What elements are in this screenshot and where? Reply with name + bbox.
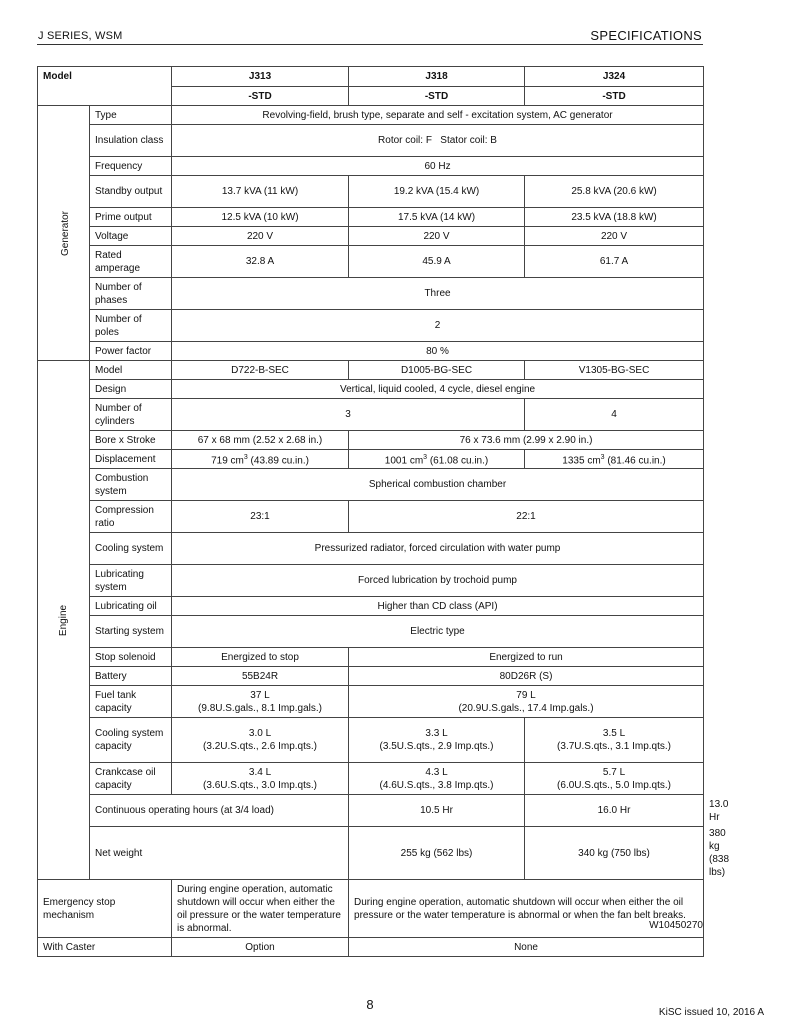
spec-value: Three: [172, 278, 704, 310]
table-row: [38, 106, 704, 125]
spec-label: Emergency stop mechanism: [38, 880, 172, 938]
spec-value: 55B24R: [172, 667, 349, 686]
spec-value: 12.5 kVA (10 kW): [172, 208, 349, 227]
table-row: [38, 361, 704, 380]
model-suffix: -STD: [349, 87, 525, 106]
table-row: [38, 125, 704, 157]
spec-label: Cooling system capacity: [90, 718, 172, 763]
table-row: [38, 278, 704, 310]
table-row: [38, 667, 704, 686]
spec-value: 1001 $cm^3$ (61.08 cu.in.): [349, 450, 525, 469]
document-code: W10450270: [649, 920, 703, 931]
spec-label: Compression ratio: [90, 501, 172, 533]
spec-value: Option: [172, 938, 349, 957]
spec-value: 255 kg (562 lbs): [349, 827, 525, 880]
spec-value: Pressurized radiator, forced circulation with water pump: [172, 533, 704, 565]
table-row: [38, 208, 704, 227]
spec-label: Continuous operating hours (at 3/4 load): [90, 795, 349, 827]
model-name-j318: J318: [349, 67, 525, 87]
table-row: [38, 399, 704, 431]
table-row: [38, 597, 704, 616]
spec-value: Rotor coil: F Stator coil: B: [172, 125, 704, 157]
table-row: [38, 763, 704, 795]
table-row: [38, 533, 704, 565]
spec-label: Number of cylinders: [90, 399, 172, 431]
spec-value: Electric type: [172, 616, 704, 648]
model-header-label: Model: [38, 67, 172, 106]
engine-group-label: Engine: [38, 361, 90, 880]
spec-value: 67 x 68 mm (2.52 x 2.68 in.): [172, 431, 349, 450]
generator-group-label: Generator: [38, 106, 90, 361]
spec-label: Combustion system: [90, 469, 172, 501]
spec-label: Bore x Stroke: [90, 431, 172, 450]
table-row: [38, 431, 704, 450]
spec-value: 23.5 kVA (18.8 kW): [525, 208, 704, 227]
spec-label: Power factor: [90, 342, 172, 361]
spec-value: 2: [172, 310, 704, 342]
table-row: Net weight 255 kg (562 lbs) 340 kg (750 lbs) 380 kg (838 lbs): [38, 827, 704, 880]
table-row: [38, 227, 704, 246]
spec-value: Vertical, liquid cooled, 4 cycle, diesel engine: [172, 380, 704, 399]
table-row: [38, 310, 704, 342]
spec-label: Net weight: [90, 827, 349, 880]
table-row: [38, 938, 704, 957]
table-row: [38, 686, 704, 718]
spec-label: Lubricating system: [90, 565, 172, 597]
spec-value: 3.3 L (3.5U.S.qts., 2.9 Imp.qts.): [349, 718, 525, 763]
specifications-table: [37, 66, 730, 957]
spec-value: D722-B-SEC: [172, 361, 349, 380]
spec-value: None: [349, 938, 704, 957]
model-suffix: -STD: [172, 87, 349, 106]
table-row: [38, 648, 704, 667]
table-row: [38, 176, 704, 208]
spec-label: Starting system: [90, 616, 172, 648]
table-row: [38, 380, 704, 399]
spec-value: 3: [172, 399, 525, 431]
spec-label: Standby output: [90, 176, 172, 208]
table-row: [38, 342, 704, 361]
spec-label: Design: [90, 380, 172, 399]
spec-label: Voltage: [90, 227, 172, 246]
spec-value: Energized to stop: [172, 648, 349, 667]
spec-value: 32.8 A: [172, 246, 349, 278]
spec-value: 4.3 L (4.6U.S.qts., 3.8 Imp.qts.): [349, 763, 525, 795]
spec-value: 79 L (20.9U.S.gals., 17.4 Imp.gals.): [349, 686, 704, 718]
spec-label: Model: [90, 361, 172, 380]
spec-value: V1305-BG-SEC: [525, 361, 704, 380]
spec-value: 5.7 L (6.0U.S.qts., 5.0 Imp.qts.): [525, 763, 704, 795]
spec-value: 3.5 L (3.7U.S.qts., 3.1 Imp.qts.): [525, 718, 704, 763]
spec-value: 220 V: [172, 227, 349, 246]
spec-value: 220 V: [525, 227, 704, 246]
spec-label: Battery: [90, 667, 172, 686]
table-row: [38, 157, 704, 176]
table-row: [38, 501, 704, 533]
table-row: [38, 67, 704, 87]
spec-value: 37 L (9.8U.S.gals., 8.1 Imp.gals.): [172, 686, 349, 718]
spec-value: Revolving-field, brush type, separate and self - excitation system, AC generator: [172, 106, 704, 125]
spec-value: Forced lubrication by trochoid pump: [172, 565, 704, 597]
issue-note: KiSC issued 10, 2016 A: [658, 1007, 764, 1018]
spec-label: Insulation class: [90, 125, 172, 157]
table-row: [38, 469, 704, 501]
table-row: Continuous operating hours (at 3/4 load) 10.5 Hr 16.0 Hr 13.0 Hr: [38, 795, 704, 827]
spec-value: 22:1: [349, 501, 704, 533]
spec-value: 3.4 L (3.6U.S.qts., 3.0 Imp.qts.): [172, 763, 349, 795]
header-series: J SERIES, WSM: [38, 30, 123, 42]
spec-label: Rated amperage: [90, 246, 172, 278]
spec-value: 1335 $cm^3$ (81.46 cu.in.): [525, 450, 704, 469]
table-row: [38, 616, 704, 648]
spec-label: With Caster: [38, 938, 172, 957]
spec-value: 61.7 A: [525, 246, 704, 278]
spec-value: 23:1: [172, 501, 349, 533]
spec-value: 719 $cm^3$ (43.89 cu.in.): [172, 450, 349, 469]
spec-label: Type: [90, 106, 172, 125]
spec-value: 340 kg (750 lbs): [525, 827, 704, 880]
spec-value: 13.7 kVA (11 kW): [172, 176, 349, 208]
spec-value: 25.8 kVA (20.6 kW): [525, 176, 704, 208]
spec-label: Crankcase oil capacity: [90, 763, 172, 795]
spec-value: 3.0 L (3.2U.S.qts., 2.6 Imp.qts.): [172, 718, 349, 763]
spec-value: 16.0 Hr: [525, 795, 704, 827]
table-row: [38, 246, 704, 278]
spec-label: Lubricating oil: [90, 597, 172, 616]
spec-value: 80 %: [172, 342, 704, 361]
spec-value: 80D26R (S): [349, 667, 704, 686]
spec-value: Spherical combustion chamber: [172, 469, 704, 501]
spec-label: Displacement: [90, 450, 172, 469]
spec-value: Higher than CD class (API): [172, 597, 704, 616]
spec-value: 76 x 73.6 mm (2.99 x 2.90 in.): [349, 431, 704, 450]
spec-label: Prime output: [90, 208, 172, 227]
spec-label: Frequency: [90, 157, 172, 176]
spec-value: Energized to run: [349, 648, 704, 667]
spec-label: Number of phases: [90, 278, 172, 310]
spec-value: 17.5 kVA (14 kW): [349, 208, 525, 227]
table-row: [38, 565, 704, 597]
model-suffix: -STD: [525, 87, 704, 106]
table-row: [38, 880, 704, 938]
spec-value: 4: [525, 399, 704, 431]
table-row: [38, 718, 704, 763]
spec-label: Number of poles: [90, 310, 172, 342]
spec-value: 60 Hz: [172, 157, 704, 176]
spec-value: 10.5 Hr: [349, 795, 525, 827]
spec-value: During engine operation, automatic shutdown will occur when either the oil pressure or the water temperature is abnormal or when the fan belt breaks.: [349, 880, 704, 938]
header-divider: [37, 44, 703, 45]
header-section-title: SPECIFICATIONS: [590, 28, 702, 43]
model-name-j313: J313: [172, 67, 349, 87]
table-row: [38, 450, 704, 469]
spec-value: During engine operation, automatic shutdown will occur when either the oil pressure or the water temperature is abnormal.: [172, 880, 349, 938]
spec-value: 45.9 A: [349, 246, 525, 278]
spec-label: Fuel tank capacity: [90, 686, 172, 718]
model-name-j324: J324: [525, 67, 704, 87]
spec-value: D1005-BG-SEC: [349, 361, 525, 380]
spec-value: 19.2 kVA (15.4 kW): [349, 176, 525, 208]
spec-label: Cooling system: [90, 533, 172, 565]
page-number: 8: [366, 997, 374, 1012]
spec-label: Stop solenoid: [90, 648, 172, 667]
spec-value: 220 V: [349, 227, 525, 246]
